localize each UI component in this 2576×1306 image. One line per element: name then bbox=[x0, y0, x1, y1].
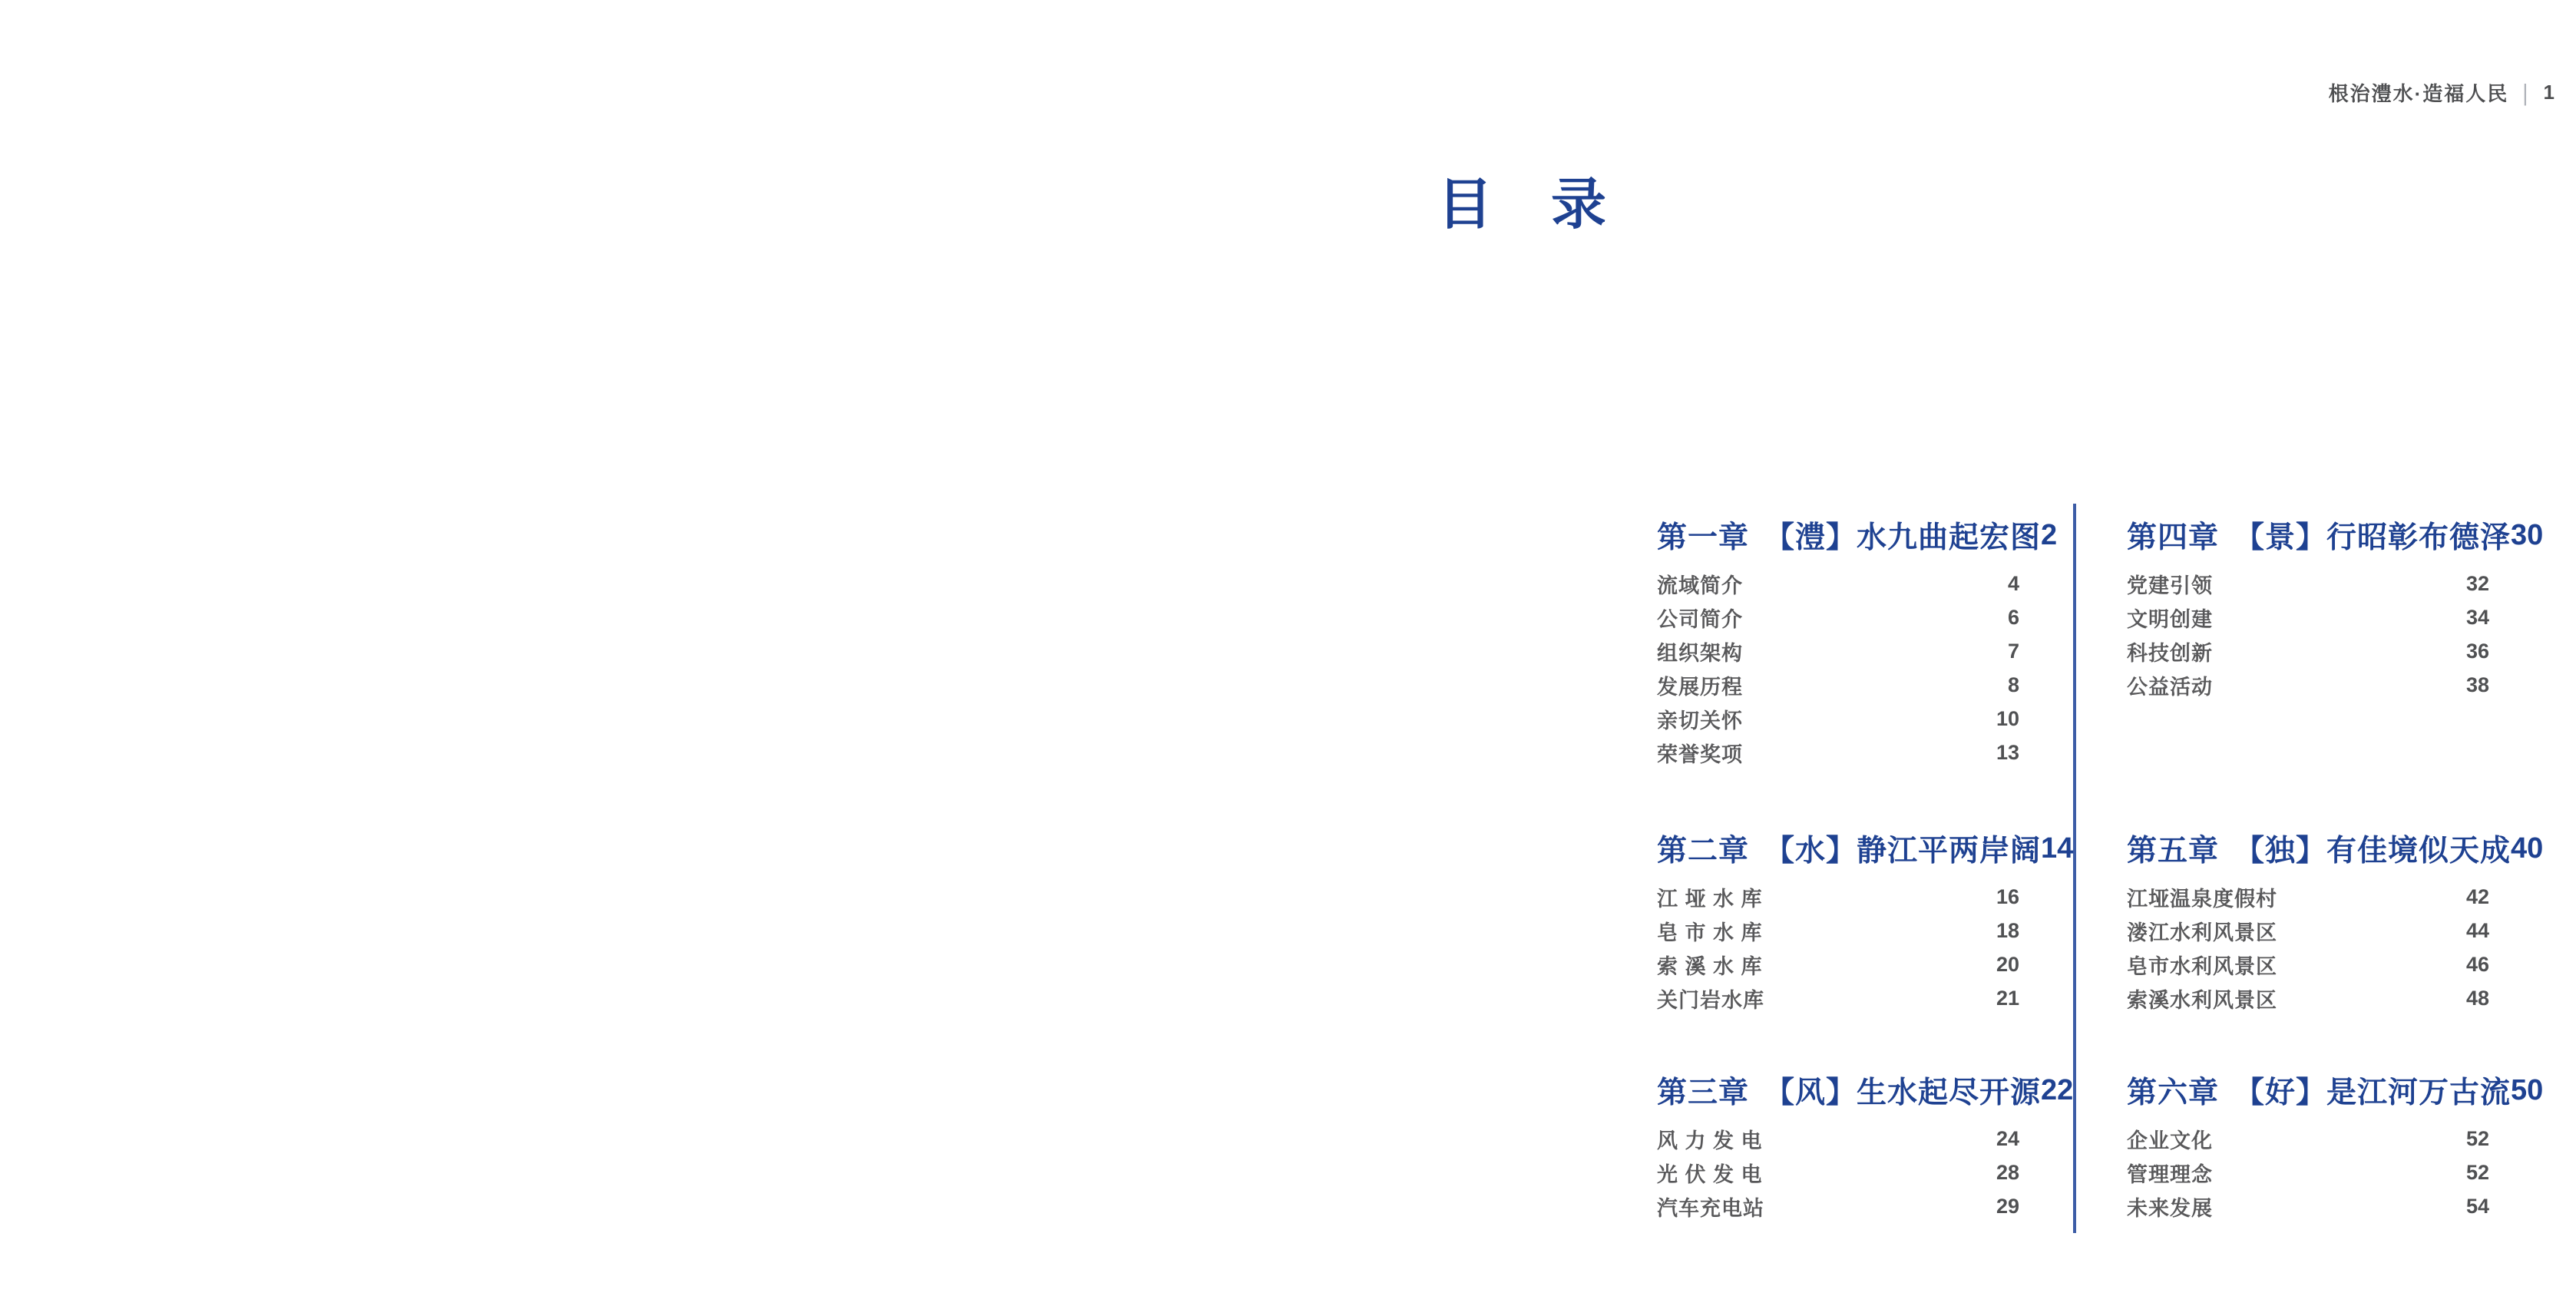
chapter-row bbox=[2127, 517, 2544, 554]
toc-entry-page-number: 28 bbox=[1996, 1160, 2019, 1184]
chapter-page-number: 14 bbox=[2041, 832, 2074, 865]
toc-entry-page-number: 20 bbox=[1996, 952, 2019, 976]
toc-entry-row bbox=[2127, 668, 2525, 702]
toc-entry-row bbox=[1657, 702, 2055, 736]
chapter-block bbox=[2127, 830, 2544, 1015]
toc-entry-row bbox=[1657, 668, 2055, 702]
toc-entry-title: 科技创新 bbox=[2127, 641, 2213, 665]
header-page-number: 1 bbox=[2543, 81, 2555, 104]
toc-entry-row bbox=[2127, 947, 2525, 981]
toc-entry-page-number: 21 bbox=[1996, 986, 2019, 1010]
toc-entry-page-number: 7 bbox=[2007, 639, 2019, 663]
toc-entry-row bbox=[1657, 1122, 2055, 1156]
chapter-block bbox=[2127, 517, 2544, 702]
chapter-label: 第一章 bbox=[1657, 521, 1750, 554]
toc-entry-title: 组织架构 bbox=[1657, 641, 1743, 665]
chapter-title: 【水】静江平两岸阔 bbox=[1764, 835, 2042, 868]
chapter-title: 【独】有佳境似天成 bbox=[2234, 835, 2512, 868]
chapter-label: 第六章 bbox=[2127, 1076, 2220, 1109]
chapter-row bbox=[1657, 830, 2074, 868]
toc-entry-page-number: 24 bbox=[1996, 1126, 2019, 1150]
chapter-title: 【景】行昭彰布德泽 bbox=[2234, 521, 2512, 554]
toc-entry-row bbox=[2127, 634, 2525, 668]
chapter-page-number: 40 bbox=[2511, 832, 2544, 865]
toc-entry-page-number: 52 bbox=[2465, 1126, 2489, 1150]
toc-entry-page-number: 13 bbox=[1996, 740, 2019, 764]
toc-entry-row bbox=[2127, 981, 2525, 1015]
toc-entry-title: 索溪水利风景区 bbox=[2127, 988, 2277, 1012]
toc-entry-row bbox=[1657, 736, 2055, 769]
toc-entry-row bbox=[1657, 947, 2055, 981]
chapter-item-list bbox=[1657, 1122, 2055, 1223]
chapter-block bbox=[1657, 1072, 2074, 1223]
toc-entry-title: 党建引领 bbox=[2127, 574, 2213, 597]
toc-entry-row bbox=[1657, 981, 2055, 1015]
header-slogan: 根治澧水·造福人民 bbox=[2328, 82, 2509, 105]
toc-entry-page-number: 32 bbox=[2465, 571, 2489, 595]
toc-entry-row bbox=[1657, 914, 2055, 947]
toc-entry-page-number: 38 bbox=[2465, 673, 2489, 696]
toc-entry-page-number: 44 bbox=[2465, 918, 2489, 942]
toc-entry-title: 管理理念 bbox=[2127, 1162, 2213, 1186]
chapter-item-list bbox=[2127, 567, 2525, 702]
chapter-row bbox=[2127, 1072, 2544, 1109]
toc-entry-page-number: 46 bbox=[2465, 952, 2489, 976]
toc-entry-title: 未来发展 bbox=[2127, 1196, 2213, 1220]
toc-entry-title: 汽车充电站 bbox=[1657, 1196, 1764, 1220]
toc-entry-page-number: 29 bbox=[1996, 1194, 2019, 1218]
toc-entry-title: 风 力 发 电 bbox=[1657, 1129, 1763, 1152]
header-separator: | bbox=[2522, 78, 2530, 105]
chapter-row bbox=[1657, 1072, 2074, 1109]
toc-entry-row bbox=[2127, 567, 2525, 600]
toc-entry-page-number: 36 bbox=[2465, 639, 2489, 663]
toc-entry-title: 皂 市 水 库 bbox=[1657, 921, 1763, 944]
toc-entry-row bbox=[2127, 1156, 2525, 1189]
toc-entry-page-number: 48 bbox=[2465, 986, 2489, 1010]
toc-entry-title: 江 垭 水 库 bbox=[1657, 887, 1763, 911]
chapter-title: 【澧】水九曲起宏图 bbox=[1764, 521, 2042, 554]
chapter-item-list bbox=[1657, 880, 2055, 1015]
toc-entry-title: 公益活动 bbox=[2127, 675, 2213, 699]
chapter-row bbox=[2127, 830, 2544, 868]
chapter-row bbox=[1657, 517, 2058, 554]
toc-entry-title: 亲切关怀 bbox=[1657, 709, 1743, 732]
toc-entry-page-number: 54 bbox=[2465, 1194, 2489, 1218]
toc-entry-page-number: 34 bbox=[2465, 605, 2489, 629]
chapter-label: 第三章 bbox=[1657, 1076, 1750, 1109]
toc-entry-row bbox=[1657, 600, 2055, 634]
toc-entry-row bbox=[1657, 567, 2055, 600]
chapter-item-list bbox=[2127, 880, 2525, 1015]
toc-entry-page-number: 16 bbox=[1996, 884, 2019, 908]
chapter-item-list bbox=[2127, 1122, 2525, 1223]
toc-entry-title: 发展历程 bbox=[1657, 675, 1743, 699]
chapter-label: 第二章 bbox=[1657, 835, 1750, 868]
chapter-block bbox=[1657, 517, 2058, 769]
toc-entry-row bbox=[1657, 880, 2055, 914]
toc-entry-title: 企业文化 bbox=[2127, 1129, 2213, 1152]
toc-entry-row bbox=[1657, 1156, 2055, 1189]
column-divider bbox=[2073, 504, 2076, 1233]
chapter-label: 第五章 bbox=[2127, 835, 2220, 868]
chapter-block bbox=[1657, 830, 2074, 1015]
toc-entry-row bbox=[2127, 914, 2525, 947]
toc-entry-title: 流域简介 bbox=[1657, 574, 1743, 597]
toc-entry-page-number: 52 bbox=[2465, 1160, 2489, 1184]
toc-entry-page-number: 8 bbox=[2007, 673, 2019, 696]
chapter-page-number: 22 bbox=[2041, 1073, 2074, 1106]
toc-entry-row bbox=[1657, 1189, 2055, 1223]
chapter-page-number: 50 bbox=[2511, 1073, 2544, 1106]
chapter-block bbox=[2127, 1072, 2544, 1223]
toc-entry-title: 皂市水利风景区 bbox=[2127, 954, 2277, 978]
toc-entry-title: 文明创建 bbox=[2127, 607, 2213, 631]
chapter-title: 【风】生水起尽开源 bbox=[1764, 1076, 2042, 1109]
toc-entry-page-number: 4 bbox=[2007, 571, 2019, 595]
chapter-title: 【好】是江河万古流 bbox=[2234, 1076, 2512, 1109]
toc-entry-row bbox=[1657, 634, 2055, 668]
toc-entry-title: 光 伏 发 电 bbox=[1657, 1162, 1763, 1186]
toc-column-left bbox=[1657, 0, 2074, 1306]
toc-entry-page-number: 42 bbox=[2465, 884, 2489, 908]
toc-column-right bbox=[2127, 0, 2544, 1306]
chapter-page-number: 30 bbox=[2511, 518, 2544, 551]
toc-entry-page-number: 6 bbox=[2007, 605, 2019, 629]
toc-entry-title: 关门岩水库 bbox=[1657, 988, 1764, 1012]
toc-entry-page-number: 10 bbox=[1996, 706, 2019, 730]
toc-entry-row bbox=[2127, 880, 2525, 914]
toc-entry-row bbox=[2127, 600, 2525, 634]
toc-entry-title: 江垭温泉度假村 bbox=[2127, 887, 2277, 911]
toc-entry-title: 公司简介 bbox=[1657, 607, 1743, 631]
chapter-item-list bbox=[1657, 567, 2055, 769]
page-title: 目 录 bbox=[1437, 174, 1609, 236]
toc-entry-title: 溇江水利风景区 bbox=[2127, 921, 2277, 944]
chapter-page-number: 2 bbox=[2041, 518, 2058, 551]
toc-entry-page-number: 18 bbox=[1996, 918, 2019, 942]
toc-entry-title: 荣誉奖项 bbox=[1657, 742, 1743, 766]
toc-entry-row bbox=[2127, 1189, 2525, 1223]
toc-entry-row bbox=[2127, 1122, 2525, 1156]
toc-entry-title: 索 溪 水 库 bbox=[1657, 954, 1763, 978]
chapter-label: 第四章 bbox=[2127, 521, 2220, 554]
